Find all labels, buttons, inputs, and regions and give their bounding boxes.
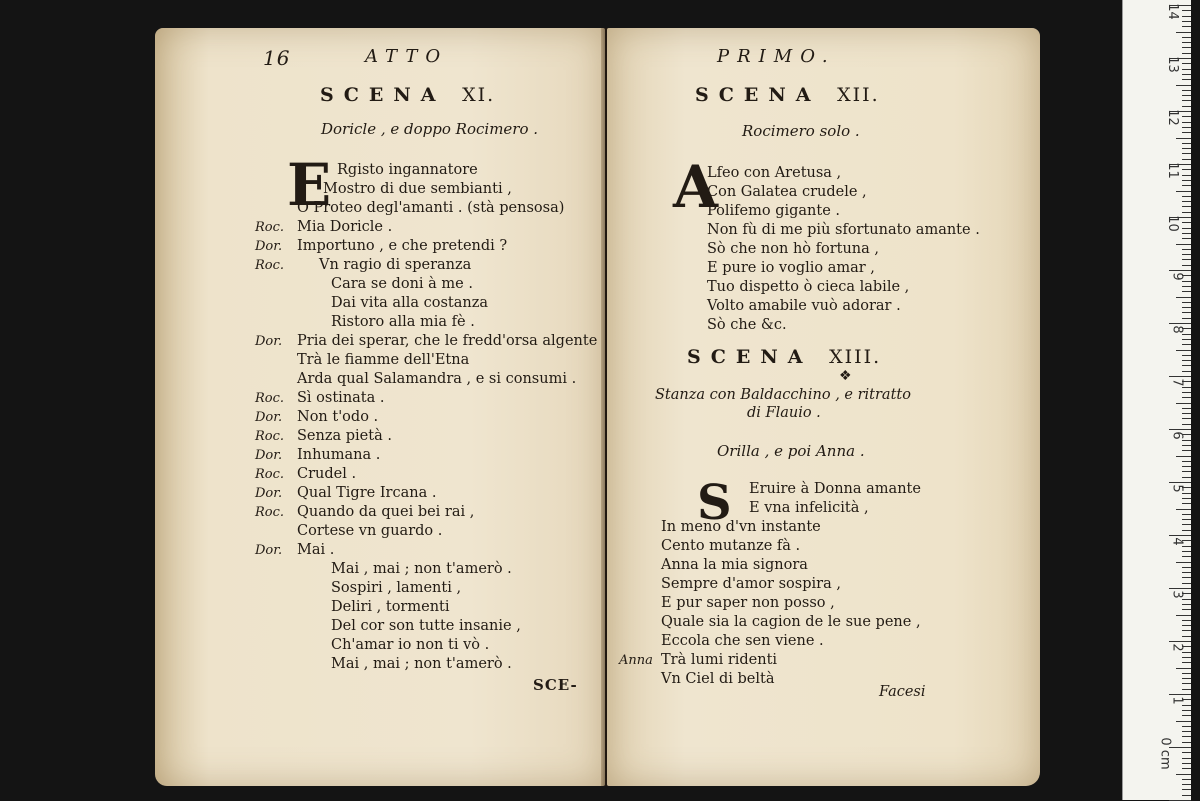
verse-text: In meno d'vn instante — [661, 519, 821, 535]
verse-text: Rgisto ingannatore — [337, 162, 478, 178]
printer-ornament: ❖ — [839, 368, 852, 384]
ruler-tick — [1182, 148, 1191, 149]
verse-line — [619, 575, 1019, 594]
speaker-label: Dor. — [255, 410, 283, 425]
cast-list: Rocimero solo . — [742, 122, 860, 140]
verse-text: Volto amabile vuò adorar . — [707, 298, 901, 314]
verse-text: Arda qual Salamandra , e si consumi . — [297, 371, 577, 387]
verse-block-left — [255, 161, 598, 674]
ruler-tick — [1182, 493, 1191, 494]
ruler-tick — [1182, 371, 1191, 372]
verse-text: Lfeo con Aretusa , — [707, 165, 842, 181]
ruler-tick — [1182, 116, 1191, 117]
ruler-tick — [1182, 153, 1191, 154]
ruler-tick — [1182, 657, 1191, 658]
ruler-tick — [1182, 127, 1191, 128]
ruler-tick — [1176, 721, 1191, 722]
drop-cap: S — [697, 475, 732, 531]
ruler-tick — [1182, 630, 1191, 631]
verse-text: Eccola che sen viene . — [661, 633, 824, 649]
ruler-tick — [1182, 551, 1191, 552]
verse-line — [255, 503, 595, 522]
speaker-label: Roc. — [255, 391, 285, 406]
verse-text: Senza pietà . — [297, 428, 392, 444]
ruler-tick — [1169, 482, 1191, 483]
scene-heading-xiii — [687, 346, 881, 368]
ruler-tick — [1176, 403, 1191, 404]
ruler-tick — [1182, 286, 1191, 287]
ruler-tick — [1182, 567, 1191, 568]
verse-line — [255, 465, 595, 484]
ruler-tick — [1182, 387, 1191, 388]
ruler-tick — [1182, 180, 1191, 181]
speaker-label: Dor. — [255, 448, 283, 463]
verse-text: Anna la mia signora — [661, 557, 808, 573]
scene-number: XIII. — [829, 346, 882, 368]
ruler-tick — [1182, 519, 1191, 520]
verse-text: Sempre d'amor sospira , — [661, 576, 841, 592]
verse-line — [619, 613, 1019, 632]
ruler-tick — [1182, 445, 1191, 446]
verse-text: Inhumana . — [297, 447, 381, 463]
speaker-label: Roc. — [255, 258, 285, 273]
ruler-tick — [1182, 620, 1191, 621]
verse-text: Qual Tigre Ircana . — [297, 485, 437, 501]
ruler-tick — [1182, 577, 1191, 578]
verse-text: Pria dei sperar, che le fredd'orsa algente — [297, 333, 598, 349]
ruler-tick — [1182, 795, 1191, 796]
ruler-tick — [1182, 514, 1191, 515]
ruler-tick — [1182, 312, 1191, 313]
verse-text: Quando da quei bei rai , — [297, 504, 475, 520]
verse-line — [255, 180, 595, 199]
ruler-tick — [1182, 466, 1191, 467]
ruler-tick — [1182, 334, 1191, 335]
ruler-tick — [1182, 742, 1191, 743]
catchword: SCE- — [533, 676, 578, 694]
ruler-tick — [1176, 297, 1191, 298]
scene-title: SCENA — [320, 84, 446, 106]
ruler-tick — [1182, 418, 1191, 419]
ruler-tick — [1182, 768, 1191, 769]
ruler-number: 14 — [1165, 3, 1181, 20]
speaker-label: Dor. — [255, 334, 283, 349]
ruler-tick — [1176, 668, 1191, 669]
ruler-tick — [1176, 138, 1191, 139]
drop-cap: A — [673, 153, 719, 221]
ruler-tick — [1182, 408, 1191, 409]
ruler-tick — [1176, 615, 1191, 616]
verse-text: Trà le fiamme dell'Etna — [297, 352, 470, 368]
verse-line — [255, 237, 595, 256]
ruler-tick — [1182, 450, 1191, 451]
verse-line — [665, 221, 1025, 240]
ruler-number: 7 — [1169, 378, 1185, 387]
ruler-tick — [1182, 265, 1191, 266]
scene-heading-xi — [320, 84, 495, 106]
ruler-tick — [1182, 37, 1191, 38]
scene-heading-xii — [695, 84, 880, 106]
verse-line — [255, 522, 595, 541]
ruler-tick — [1182, 498, 1191, 499]
verse-text: Ch'amar io non ti vò . — [331, 637, 490, 653]
ruler-number: 3 — [1169, 590, 1185, 599]
ruler-tick — [1182, 74, 1191, 75]
ruler-tick — [1182, 10, 1191, 11]
ruler-tick — [1169, 588, 1191, 589]
ruler-tick — [1182, 249, 1191, 250]
ruler-tick — [1176, 32, 1191, 33]
verse-line — [255, 218, 595, 237]
ruler-tick — [1182, 604, 1191, 605]
verse-line — [619, 499, 1019, 518]
verse-text: Mai , mai ; non t'amerò . — [331, 561, 512, 577]
verse-line — [255, 560, 595, 579]
ruler-tick — [1182, 477, 1191, 478]
verse-line — [255, 275, 595, 294]
verse-line — [665, 297, 1025, 316]
ruler-tick — [1182, 122, 1191, 123]
verse-text: Cento mutanze fà . — [661, 538, 801, 554]
verse-line — [619, 594, 1019, 613]
verse-line — [255, 408, 595, 427]
ruler-tick — [1182, 132, 1191, 133]
verse-line — [665, 278, 1025, 297]
ruler-tick — [1182, 392, 1191, 393]
speaker-label: Dor. — [255, 486, 283, 501]
ruler-tick — [1182, 302, 1191, 303]
ruler-tick — [1182, 169, 1191, 170]
ruler-tick — [1182, 689, 1191, 690]
speaker-label: Roc. — [255, 220, 285, 235]
ruler-number: 6 — [1169, 431, 1185, 440]
ruler-tick — [1176, 562, 1191, 563]
ruler-tick — [1182, 556, 1191, 557]
ruler-tick — [1176, 774, 1191, 775]
ruler-tick — [1182, 524, 1191, 525]
verse-text: Dai vita alla costanza — [331, 295, 488, 311]
ruler-tick — [1182, 307, 1191, 308]
scene-number: XII. — [837, 84, 880, 106]
ruler-tick — [1182, 609, 1191, 610]
verse-text: Sò che &c. — [707, 317, 787, 333]
verse-line — [665, 202, 1025, 221]
setting-line-1: Stanza con Baldacchino , e ritratto — [655, 387, 911, 403]
verse-line — [619, 537, 1019, 556]
verse-text: Con Galatea crudele , — [707, 184, 867, 200]
verse-line — [255, 617, 595, 636]
ruler-tick — [1182, 763, 1191, 764]
ruler-tick — [1182, 662, 1191, 663]
ruler-tick — [1169, 694, 1191, 695]
ruler-tick — [1182, 789, 1191, 790]
scene-title: SCENA — [695, 84, 821, 106]
ruler-tick — [1182, 254, 1191, 255]
ruler-tick — [1182, 726, 1191, 727]
ruler-tick — [1182, 625, 1191, 626]
verse-block-right-b — [619, 480, 1019, 689]
verse-line — [255, 161, 595, 180]
ruler-number: 8 — [1169, 325, 1185, 334]
speaker-label: Roc. — [255, 429, 285, 444]
speaker-label: Anna — [619, 653, 653, 668]
ruler-tick — [1182, 47, 1191, 48]
verse-line — [255, 446, 595, 465]
ruler-tick — [1182, 233, 1191, 234]
verse-line — [255, 579, 595, 598]
verse-text: Quale sia la cagion de le sue pene , — [661, 614, 921, 630]
ruler-tick — [1182, 228, 1191, 229]
speaker-label: Dor. — [255, 239, 283, 254]
page-number: 16 — [263, 46, 291, 70]
verse-text: Sò che non hò fortuna , — [707, 241, 880, 257]
ruler-tick — [1182, 715, 1191, 716]
ruler-tick — [1182, 530, 1191, 531]
verse-line — [665, 164, 1025, 183]
open-book — [155, 28, 1040, 786]
ruler-tick — [1182, 26, 1191, 27]
verse-line — [255, 541, 595, 560]
ruler-tick — [1182, 185, 1191, 186]
ruler-tick — [1182, 222, 1191, 223]
ruler-tick — [1182, 344, 1191, 345]
ruler-tick — [1182, 397, 1191, 398]
right-page — [607, 28, 1040, 786]
ruler-tick — [1182, 583, 1191, 584]
verse-text: Mostro di due sembianti , — [323, 181, 512, 197]
ruler-tick — [1182, 175, 1191, 176]
verse-line — [665, 183, 1025, 202]
ruler-number: 4 — [1169, 537, 1185, 546]
ruler-tick — [1182, 355, 1191, 356]
ruler-number: 2 — [1169, 643, 1185, 652]
ruler-tick — [1182, 360, 1191, 361]
ruler-tick — [1182, 143, 1191, 144]
ruler-number: 11 — [1165, 162, 1181, 179]
ruler-tick — [1182, 238, 1191, 239]
verse-text: Eruire à Donna amante — [749, 481, 921, 497]
ruler-tick — [1182, 63, 1191, 64]
ruler-tick — [1182, 21, 1191, 22]
verse-line — [255, 351, 595, 370]
running-head-left: ATTO — [365, 46, 449, 67]
ruler-tick — [1182, 461, 1191, 462]
verse-line — [619, 518, 1019, 537]
verse-line — [255, 313, 595, 332]
cast-list: Orilla , e poi Anna . — [717, 442, 865, 460]
speaker-label: Roc. — [255, 467, 285, 482]
ruler-tick — [1182, 95, 1191, 96]
setting-line-2: di Flauio . — [747, 405, 821, 421]
ruler-tick — [1182, 196, 1191, 197]
ruler-tick — [1176, 244, 1191, 245]
ruler-tick — [1182, 206, 1191, 207]
verse-line — [619, 670, 1019, 689]
verse-text: Ristoro alla mia fè . — [331, 314, 475, 330]
scene-number: XI. — [462, 84, 496, 106]
verse-text: E pure io voglio amar , — [707, 260, 875, 276]
ruler-tick — [1182, 752, 1191, 753]
verse-line — [619, 632, 1019, 651]
ruler-tick — [1182, 259, 1191, 260]
ruler-number: 10 — [1165, 215, 1181, 232]
ruler-tick — [1182, 736, 1191, 737]
ruler-tick — [1182, 779, 1191, 780]
verse-text: O Proteo degl'amanti . (stà pensosa) — [297, 200, 565, 216]
verse-line — [255, 389, 595, 408]
verse-text: Crudel . — [297, 466, 357, 482]
verse-text: E pur saper non posso , — [661, 595, 835, 611]
ruler-tick — [1182, 291, 1191, 292]
verse-block-right-a — [665, 164, 1025, 335]
verse-text: Mai . — [297, 542, 335, 558]
ruler-number: 1 — [1169, 696, 1185, 705]
ruler-tick — [1182, 673, 1191, 674]
ruler-tick — [1176, 85, 1191, 86]
ruler-tick — [1182, 784, 1191, 785]
verse-text: Cortese vn guardo . — [297, 523, 443, 539]
ruler-tick — [1182, 652, 1191, 653]
ruler-tick — [1182, 106, 1191, 107]
verse-text: Trà lumi ridenti — [661, 652, 778, 668]
speaker-label: Dor. — [255, 543, 283, 558]
ruler-number: 12 — [1165, 109, 1181, 126]
verse-line — [255, 598, 595, 617]
scene-title: SCENA — [687, 346, 813, 368]
ruler-tick — [1182, 710, 1191, 711]
ruler-number: 0 cm — [1157, 737, 1173, 770]
ruler-tick — [1182, 100, 1191, 101]
verse-line — [619, 480, 1019, 499]
ruler-tick — [1182, 705, 1191, 706]
ruler-tick — [1176, 456, 1191, 457]
verse-text: Cara se doni à me . — [331, 276, 473, 292]
ruler-tick — [1169, 376, 1191, 377]
ruler-tick — [1182, 53, 1191, 54]
verse-text: Tuo dispetto ò cieca labile , — [707, 279, 910, 295]
ruler-tick — [1182, 758, 1191, 759]
verse-line — [255, 655, 595, 674]
ruler-tick — [1176, 191, 1191, 192]
ruler-tick — [1182, 424, 1191, 425]
verse-line — [665, 240, 1025, 259]
ruler-tick — [1182, 440, 1191, 441]
verse-line — [255, 370, 595, 389]
ruler-tick — [1176, 350, 1191, 351]
ruler-tick — [1182, 159, 1191, 160]
verse-text: Importuno , e che pretendi ? — [297, 238, 508, 254]
verse-text: Vn Ciel di beltà — [661, 671, 775, 687]
speaker-label: Roc. — [255, 505, 285, 520]
verse-line — [255, 332, 598, 351]
ruler-tick — [1182, 678, 1191, 679]
verse-text: Sì ostinata . — [297, 390, 385, 406]
ruler-tick — [1182, 16, 1191, 17]
catchword: Facesi — [879, 684, 926, 700]
verse-text: Non fù di me più sfortunato amante . — [707, 222, 980, 238]
ruler-tick — [1182, 683, 1191, 684]
ruler-tick — [1169, 323, 1191, 324]
ruler-tick — [1182, 42, 1191, 43]
ruler-tick — [1182, 90, 1191, 91]
ruler-tick — [1182, 731, 1191, 732]
ruler-tick — [1182, 365, 1191, 366]
ruler-tick — [1182, 212, 1191, 213]
ruler-number: 13 — [1165, 56, 1181, 73]
verse-line — [619, 556, 1019, 575]
verse-text: Vn ragio di speranza — [319, 257, 472, 273]
verse-text: E vna infelicità , — [749, 500, 869, 516]
verse-text: Sospiri , lamenti , — [331, 580, 462, 596]
ruler-tick — [1182, 546, 1191, 547]
verse-line — [255, 636, 595, 655]
ruler-tick — [1182, 69, 1191, 70]
verse-text: Mai , mai ; non t'amerò . — [331, 656, 512, 672]
verse-line — [255, 256, 595, 275]
measurement-ruler — [1122, 0, 1191, 800]
running-head-right: PRIMO. — [717, 46, 836, 67]
verse-line — [665, 316, 1025, 335]
verse-text: Polifemo gigante . — [707, 203, 841, 219]
ruler-tick — [1182, 599, 1191, 600]
verse-line — [255, 294, 595, 313]
verse-text: Mia Doricle . — [297, 219, 393, 235]
ruler-tick — [1182, 339, 1191, 340]
ruler-tick — [1182, 572, 1191, 573]
left-page — [155, 28, 605, 786]
ruler-tick — [1176, 509, 1191, 510]
ruler-tick — [1169, 270, 1191, 271]
ruler-number: 5 — [1169, 484, 1185, 493]
drop-cap: E — [287, 151, 332, 219]
verse-line — [255, 199, 595, 218]
ruler-tick — [1169, 641, 1191, 642]
ruler-tick — [1182, 79, 1191, 80]
verse-line — [665, 259, 1025, 278]
verse-text: Del cor son tutte insanie , — [331, 618, 521, 634]
ruler-tick — [1182, 318, 1191, 319]
verse-line — [255, 484, 595, 503]
verse-text: Non t'odo . — [297, 409, 379, 425]
verse-line — [619, 651, 1019, 670]
ruler-tick — [1182, 413, 1191, 414]
verse-line — [255, 427, 595, 446]
ruler-tick — [1182, 281, 1191, 282]
ruler-number: 9 — [1169, 272, 1185, 281]
ruler-tick — [1182, 636, 1191, 637]
ruler-tick — [1182, 471, 1191, 472]
ruler-tick — [1169, 429, 1191, 430]
ruler-tick — [1182, 201, 1191, 202]
cast-list: Doricle , e doppo Rocimero . — [321, 120, 539, 138]
verse-text: Deliri , tormenti — [331, 599, 450, 615]
ruler-tick — [1182, 503, 1191, 504]
ruler-tick — [1169, 535, 1191, 536]
